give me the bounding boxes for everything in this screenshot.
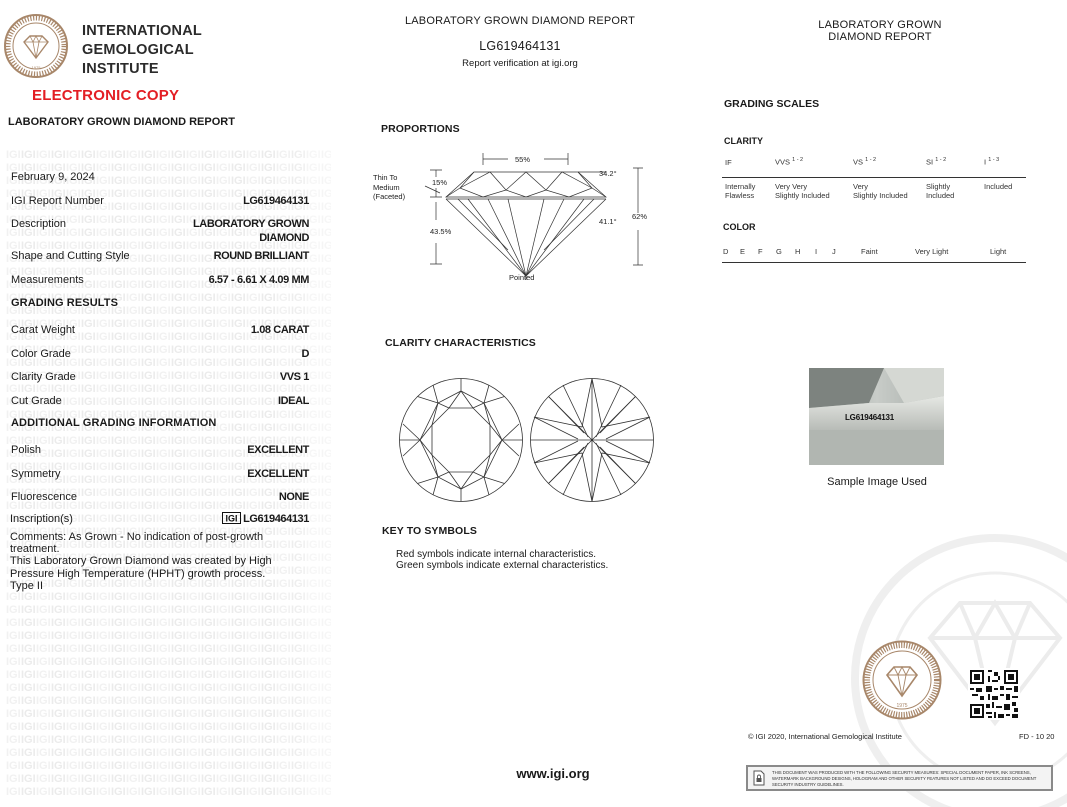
clarity-characteristics-heading: CLARITY CHARACTERISTICS xyxy=(385,337,536,349)
institute-name-line: GEMOLOGICAL xyxy=(82,42,194,58)
color-grade-value: D xyxy=(301,348,309,360)
form-code: FD - 10 20 xyxy=(1019,732,1055,741)
comments-line: treatment. xyxy=(10,543,60,556)
pavilion-angle: 41.1° xyxy=(599,217,617,226)
description-value-line1: LABORATORY GROWN xyxy=(192,218,309,230)
clarity-grade-value: VVS 1 xyxy=(279,371,309,383)
website-link[interactable]: www.igi.org xyxy=(516,766,590,781)
report-number-value: LG619464131 xyxy=(243,195,309,207)
clarity-scale-desc: Very Very Slightly Included xyxy=(775,182,830,200)
clarity-scale-grade: VVS $^{1 - 2}$ xyxy=(775,157,804,167)
comments-line: This Laboratory Grown Diamond was created by High xyxy=(10,555,272,568)
clarity-grade-label: Clarity Grade xyxy=(11,371,76,383)
right-report-title-line: DIAMOND REPORT xyxy=(828,31,932,43)
color-scale-faint: Faint xyxy=(861,247,878,256)
electronic-copy-label: ELECTRONIC COPY xyxy=(32,87,180,104)
comments xyxy=(10,531,310,592)
polish-value: EXCELLENT xyxy=(247,444,309,456)
security-features-box xyxy=(746,765,1053,791)
color-scale-letter: E xyxy=(740,247,746,256)
comments-line: Type II xyxy=(10,579,44,592)
measurements-value: 6.57 - 6.61 X 4.09 MM xyxy=(208,274,309,286)
grading-scales-heading: GRADING SCALES xyxy=(724,98,820,110)
polish-label: Polish xyxy=(11,444,41,456)
symmetry-value: EXCELLENT xyxy=(247,468,309,480)
seal-year: 1975 xyxy=(31,65,41,70)
carat-label: Carat Weight xyxy=(11,324,75,336)
document-lock-icon xyxy=(752,770,766,786)
clarity-scale-desc: Slightly Included xyxy=(926,182,955,200)
center-report-number: LG619464131 xyxy=(479,39,561,53)
fluorescence-label: Fluorescence xyxy=(11,491,78,503)
color-scale-rule xyxy=(722,262,1026,263)
clarity-scale-grade: I $^{1 - 3}$ xyxy=(984,157,1000,167)
clarity-scale-desc: Included xyxy=(984,182,1013,191)
clarity-scale-heading: CLARITY xyxy=(724,136,763,146)
girdle-label-3: (Faceted) xyxy=(373,192,406,201)
carat-value: 1.08 CARAT xyxy=(250,324,309,336)
center-report-title: LABORATORY GROWN DIAMOND REPORT xyxy=(404,15,636,27)
cut-grade-label: Cut Grade xyxy=(11,395,62,407)
clarity-scale-desc: Internally Flawless xyxy=(725,182,756,200)
color-grade-label: Color Grade xyxy=(11,348,71,360)
color-scale-letter: G xyxy=(776,247,782,256)
comments-line: Pressure High Temperature (HPHT) growth process. xyxy=(10,567,266,580)
comments-line: Comments: As Grown - No indication of post-growth xyxy=(10,531,264,543)
clarity-scale-grade: IF xyxy=(725,158,732,167)
shape-label: Shape and Cutting Style xyxy=(11,250,130,262)
clarity-plot-diagram xyxy=(398,377,656,503)
key-to-symbols-heading: KEY TO SYMBOLS xyxy=(382,525,477,537)
proportions-diagram xyxy=(368,150,658,285)
measurements-label: Measurements xyxy=(11,274,84,286)
clarity-scale-rule xyxy=(722,177,1026,178)
inscription-label: Inscription(s) xyxy=(10,513,73,525)
additional-info-heading: ADDITIONAL GRADING INFORMATION xyxy=(11,417,217,429)
key-external: Green symbols indicate external characteristics. xyxy=(396,560,609,571)
description-value-line2: DIAMOND xyxy=(259,232,309,244)
culet: Pointed xyxy=(509,273,535,282)
sample-image-caption: Sample Image Used xyxy=(827,476,927,488)
cut-grade-value: IDEAL xyxy=(277,395,309,407)
sample-inscription-image xyxy=(809,368,944,465)
color-scale-letter: D xyxy=(723,247,729,256)
color-scale-letter: J xyxy=(832,247,836,256)
table-percent: 55% xyxy=(515,155,531,164)
crown-angle: 34.2° xyxy=(599,169,617,178)
description-label: Description xyxy=(11,218,67,230)
key-internal: Red symbols indicate internal characteristics. xyxy=(396,549,597,560)
shape-value: ROUND BRILLIANT xyxy=(213,250,309,262)
qr-code[interactable] xyxy=(968,668,1020,720)
proportions-heading: PROPORTIONS xyxy=(381,123,460,135)
clarity-scale-desc: Very Slightly Included xyxy=(853,182,908,200)
svg-text:IGI: IGI xyxy=(225,513,238,524)
left-report-title: LABORATORY GROWN DIAMOND REPORT xyxy=(8,116,235,128)
pavilion-depth: 43.5% xyxy=(430,227,452,236)
igi-mini-logo-icon xyxy=(222,512,241,524)
fluorescence-value: NONE xyxy=(278,491,309,503)
color-scale-light: Light xyxy=(990,247,1007,256)
clarity-scale-grade: SI $^{1 - 2}$ xyxy=(926,157,947,167)
color-scale-letter: H xyxy=(795,247,801,256)
institute-name-line: INSTITUTE xyxy=(82,61,159,77)
color-scale-very-light: Very Light xyxy=(915,247,949,256)
clarity-scale-grade: VS $^{1 - 2}$ xyxy=(853,157,877,167)
total-depth: 62% xyxy=(632,212,648,221)
verification-note: Report verification at igi.org xyxy=(462,58,578,69)
institute-name xyxy=(82,22,202,79)
copyright-notice: © IGI 2020, International Gemological Institute xyxy=(748,732,902,741)
symmetry-label: Symmetry xyxy=(11,468,61,480)
institute-name-line: INTERNATIONAL xyxy=(82,23,202,39)
sample-inscription-text: LG619464131 xyxy=(845,413,894,422)
security-features-text: THIS DOCUMENT WAS PRODUCED WITH THE FOLLOWING SECURITY MEASURES: SPECIAL DOCUMENT PAPER, INK SCREENS, WATERMARK BACKGROUND DESIGNS, HOLOGRAM AND OTHER SECURITY FEATURES NOT LISTED AND DO EXCEED DOCUMENT SECURITY INDUSTRY GUIDELINES. xyxy=(772,770,1037,787)
color-scale-letter: F xyxy=(758,247,763,256)
girdle-label-2: Medium xyxy=(373,183,400,192)
report-date: February 9, 2024 xyxy=(11,171,95,183)
report-number-label: IGI Report Number xyxy=(11,195,104,207)
seal-year: 1975 xyxy=(896,703,908,709)
color-scale-letter: I xyxy=(815,247,818,256)
grading-results-heading: GRADING RESULTS xyxy=(11,297,119,309)
color-scale-heading: COLOR xyxy=(723,222,756,232)
right-report-title-line: LABORATORY GROWN xyxy=(818,19,942,31)
crown-height: 15% xyxy=(432,178,448,187)
igi-seal-logo xyxy=(862,640,942,720)
girdle-label-1: Thin To xyxy=(373,173,398,182)
igi-seal-logo xyxy=(4,14,68,78)
right-report-title xyxy=(790,19,970,43)
inscription-value: LG619464131 xyxy=(243,513,309,525)
